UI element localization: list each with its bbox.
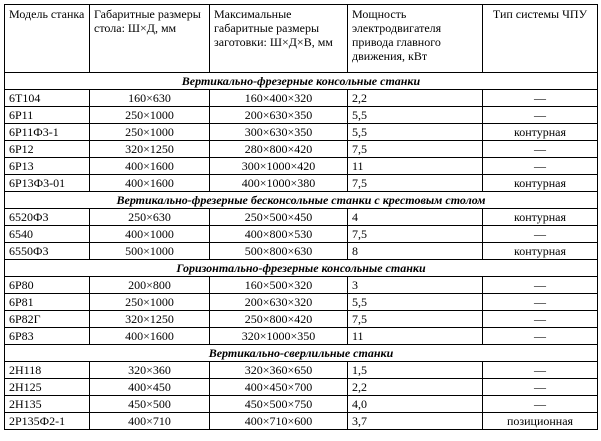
cell-model: 6550Ф3 [5,243,90,260]
cell-cnc-type: — [483,141,598,158]
cell-table-size: 400×450 [90,379,210,396]
table-row [5,362,598,379]
col-header-table-size: Габаритные размеры стола: Ш×Д, мм [90,5,210,73]
cell-cnc-type: — [483,158,598,175]
table-row [5,413,598,430]
table-row [5,328,598,345]
cell-workpiece-size: 250×500×450 [210,209,348,226]
cell-motor-power: 11 [348,158,483,175]
machine-tools-table [4,4,598,430]
col-header-model: Модель станка [5,5,90,73]
cell-table-size: 400×1600 [90,158,210,175]
cell-model: 6Р13 [5,158,90,175]
section-row [5,260,598,277]
cell-workpiece-size: 450×500×750 [210,396,348,413]
cell-table-size: 400×1600 [90,328,210,345]
cell-workpiece-size: 300×630×350 [210,124,348,141]
cell-workpiece-size: 400×450×700 [210,379,348,396]
cell-model: 6540 [5,226,90,243]
table-row [5,107,598,124]
cell-cnc-type: контурная [483,175,598,192]
cell-model: 6Р12 [5,141,90,158]
cell-motor-power: 4 [348,209,483,226]
section-title: Вертикально-фрезерные бесконсольные станки с крестовым столом [5,192,598,209]
cell-model: 6Р83 [5,328,90,345]
cell-table-size: 160×630 [90,90,210,107]
cell-cnc-type: — [483,294,598,311]
cell-table-size: 400×710 [90,413,210,430]
cell-workpiece-size: 300×1000×420 [210,158,348,175]
table-row [5,396,598,413]
table-row [5,243,598,260]
cell-model: 6Р11 [5,107,90,124]
cell-motor-power: 2,2 [348,379,483,396]
cell-table-size: 500×1000 [90,243,210,260]
cell-cnc-type: — [483,107,598,124]
table-row [5,158,598,175]
cell-model: 2Н135 [5,396,90,413]
table-row [5,141,598,158]
cell-model: 6Т104 [5,90,90,107]
table-row [5,90,598,107]
cell-model: 2Н118 [5,362,90,379]
cell-cnc-type: — [483,379,598,396]
cell-workpiece-size: 320×1000×350 [210,328,348,345]
table-row [5,294,598,311]
table-row [5,226,598,243]
cell-workpiece-size: 500×800×630 [210,243,348,260]
section-title: Вертикально-сверлильные станки [5,345,598,362]
cell-table-size: 250×630 [90,209,210,226]
section-row [5,345,598,362]
table-row [5,311,598,328]
cell-motor-power: 7,5 [348,141,483,158]
cell-model: 6Р13Ф3-01 [5,175,90,192]
cell-workpiece-size: 160×400×320 [210,90,348,107]
cell-workpiece-size: 160×500×320 [210,277,348,294]
cell-cnc-type: — [483,396,598,413]
cell-cnc-type: — [483,226,598,243]
cell-cnc-type: — [483,90,598,107]
cell-table-size: 400×1600 [90,175,210,192]
cell-cnc-type: контурная [483,243,598,260]
table-row [5,379,598,396]
cell-model: 6520Ф3 [5,209,90,226]
section-title: Вертикально-фрезерные консольные станки [5,73,598,90]
cell-motor-power: 5,5 [348,107,483,124]
cell-table-size: 320×1250 [90,311,210,328]
cell-motor-power: 11 [348,328,483,345]
cell-table-size: 400×1000 [90,226,210,243]
header-row [5,5,598,73]
cell-table-size: 250×1000 [90,107,210,124]
cell-workpiece-size: 400×1000×380 [210,175,348,192]
cell-motor-power: 7,5 [348,226,483,243]
cell-workpiece-size: 200×630×350 [210,107,348,124]
cell-workpiece-size: 280×800×420 [210,141,348,158]
cell-cnc-type: — [483,277,598,294]
cell-table-size: 250×1000 [90,124,210,141]
cell-motor-power: 7,5 [348,311,483,328]
cell-model: 6Р11Ф3-1 [5,124,90,141]
section-row [5,192,598,209]
cell-motor-power: 7,5 [348,175,483,192]
cell-workpiece-size: 320×360×650 [210,362,348,379]
cell-motor-power: 2,2 [348,90,483,107]
cell-motor-power: 5,5 [348,294,483,311]
table-row [5,277,598,294]
cell-motor-power: 1,5 [348,362,483,379]
cell-model: 2Н125 [5,379,90,396]
cell-motor-power: 4,0 [348,396,483,413]
cell-table-size: 200×800 [90,277,210,294]
cell-workpiece-size: 250×800×420 [210,311,348,328]
section-title: Горизонтально-фрезерные консольные станки [5,260,598,277]
section-row [5,73,598,90]
cell-motor-power: 8 [348,243,483,260]
cell-cnc-type: — [483,311,598,328]
cell-model: 6Р81 [5,294,90,311]
table-header [5,5,598,73]
cell-table-size: 450×500 [90,396,210,413]
cell-cnc-type: — [483,328,598,345]
col-header-motor-power: Мощность электродвигателя привода главного движения, кВт [348,5,483,73]
table-body [5,73,598,430]
cell-model: 2Р135Ф2-1 [5,413,90,430]
table-row [5,124,598,141]
cell-cnc-type: контурная [483,124,598,141]
col-header-workpiece-size: Максимальные габаритные размеры заготовки: Ш×Д×В, мм [210,5,348,73]
cell-cnc-type: контурная [483,209,598,226]
cell-motor-power: 5,5 [348,124,483,141]
cell-motor-power: 3,7 [348,413,483,430]
cell-model: 6Р80 [5,277,90,294]
cell-table-size: 320×360 [90,362,210,379]
cell-cnc-type: позиционная [483,413,598,430]
table-row [5,209,598,226]
cell-table-size: 320×1250 [90,141,210,158]
cell-model: 6Р82Г [5,311,90,328]
cell-workpiece-size: 400×710×600 [210,413,348,430]
cell-workpiece-size: 200×630×320 [210,294,348,311]
cell-table-size: 250×1000 [90,294,210,311]
cell-cnc-type: — [483,362,598,379]
cell-workpiece-size: 400×800×530 [210,226,348,243]
cell-motor-power: 3 [348,277,483,294]
table-row [5,175,598,192]
col-header-cnc-type: Тип системы ЧПУ [483,5,598,73]
